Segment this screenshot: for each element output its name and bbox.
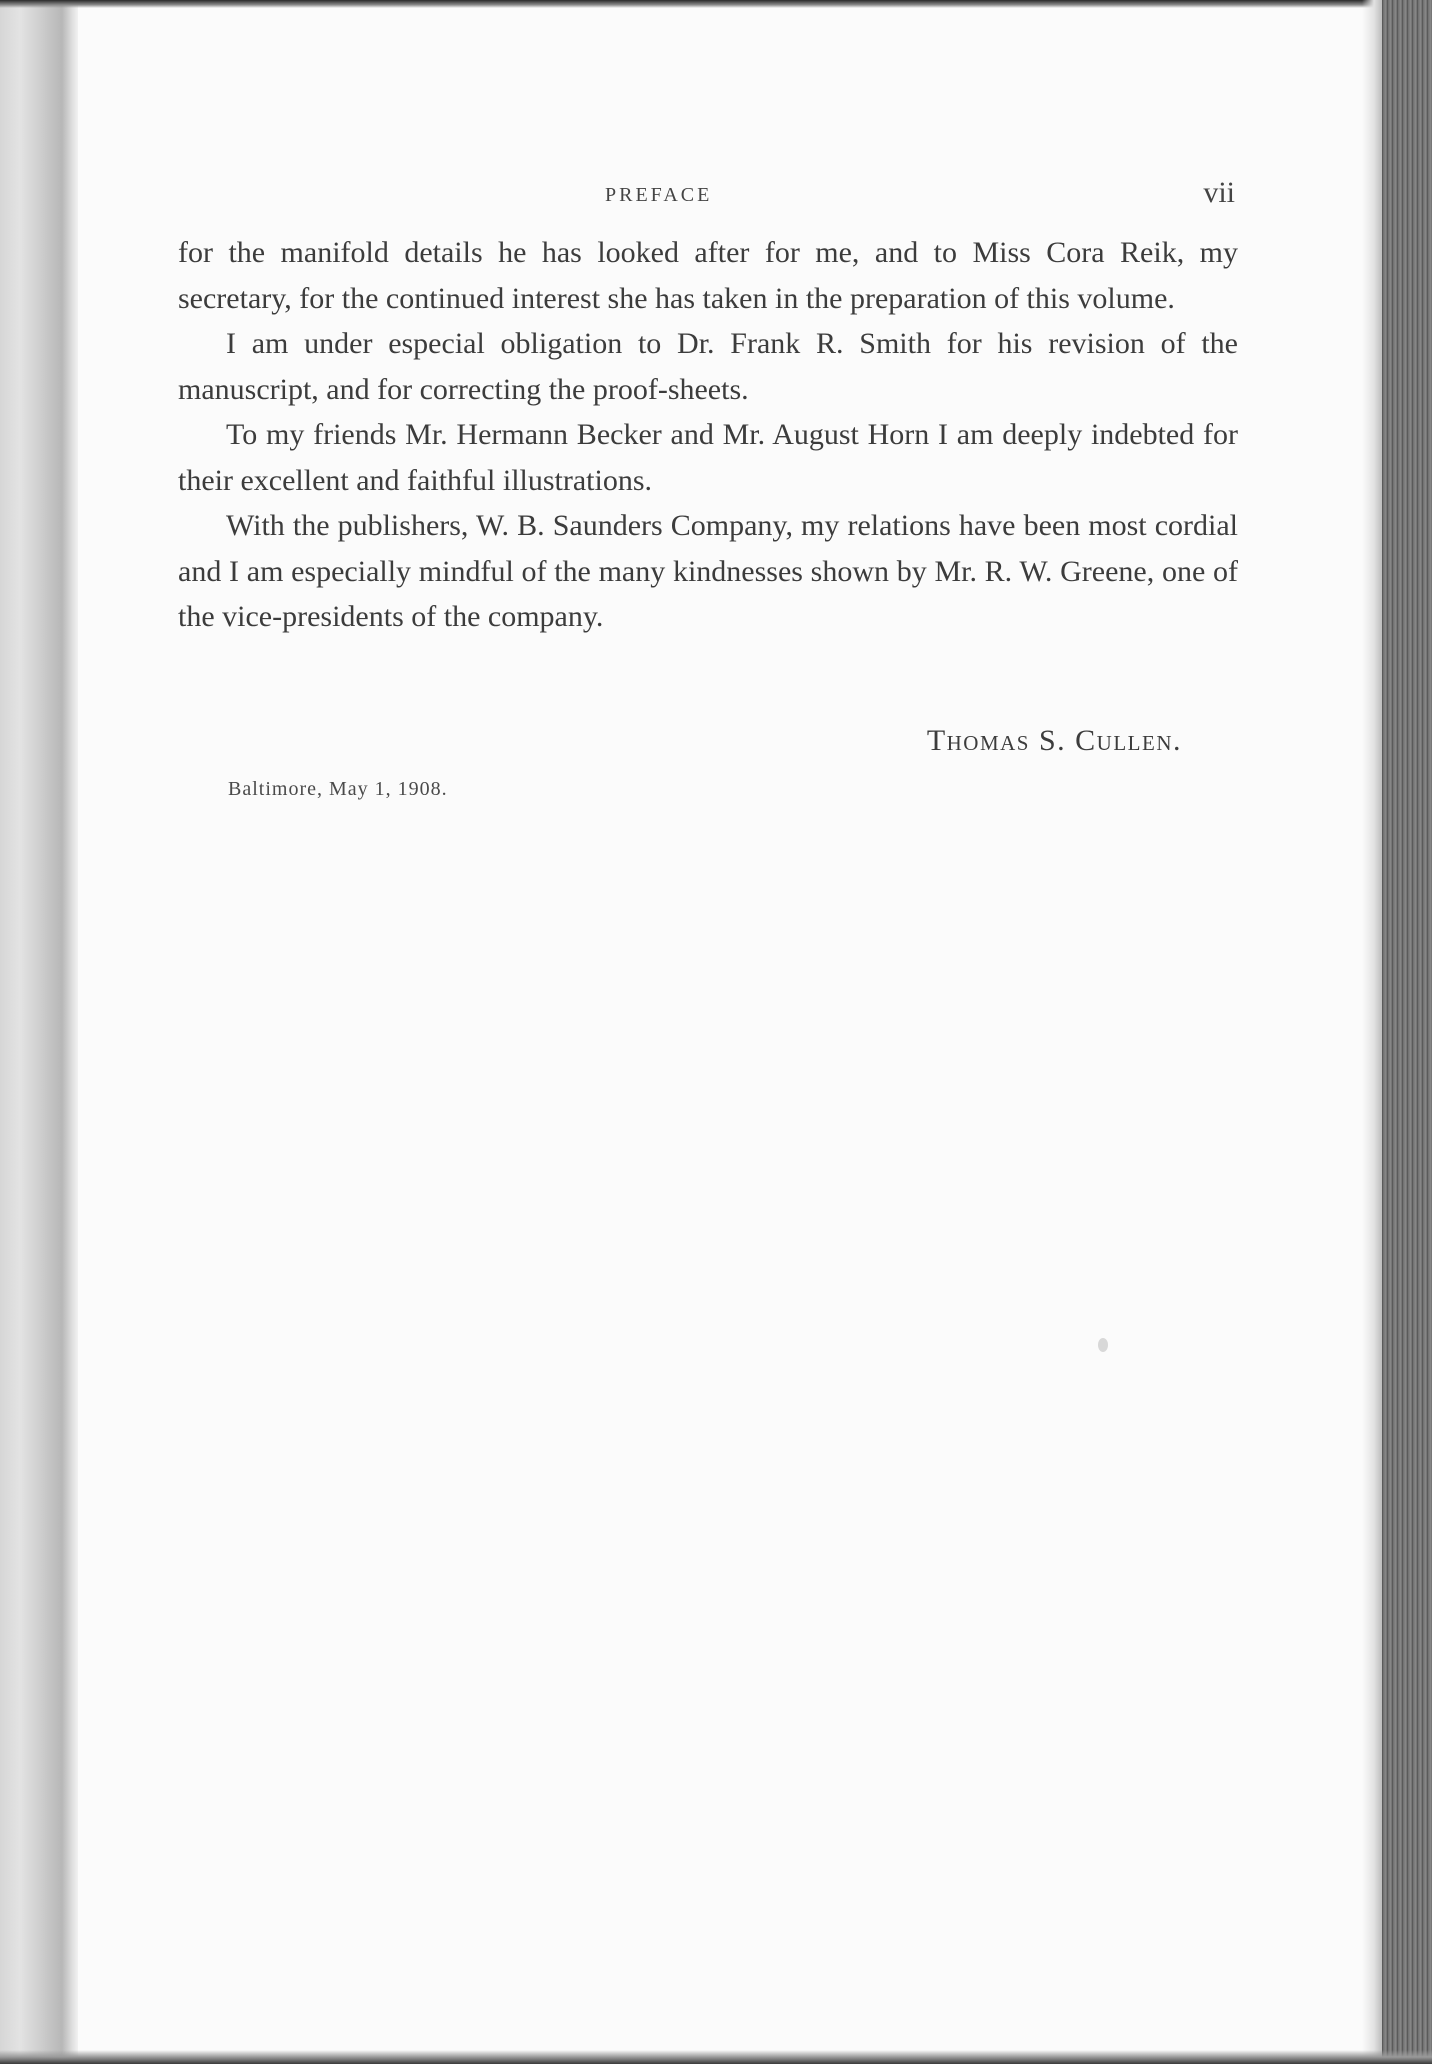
page-content (78, 8, 1382, 2050)
paper-speck (1098, 1338, 1108, 1352)
bottom-scan-edge (0, 2050, 1432, 2064)
running-head-title: PREFACE (605, 184, 713, 206)
preface-body (178, 230, 1238, 640)
page-number: vii (1203, 176, 1235, 209)
stacked-page-edges (1382, 0, 1432, 2064)
previous-page-gutter (0, 0, 78, 2064)
running-head (78, 176, 1382, 216)
author-signature: Thomas S. Cullen. (926, 724, 1182, 757)
paragraph: I am under especial obligation to Dr. Frank R. Smith for his revision of the manuscript, and for correcting the proof-sheets. (178, 327, 1238, 406)
top-scan-edge (0, 0, 1432, 8)
paragraph: for the manifold details he has looked after for me, and to Miss Cora Reik, my secretary, for the continued interest she has taken in the preparation of this volume. (178, 236, 1238, 315)
paragraph: With the publishers, W. B. Saunders Company, my relations have been most cordial and I am especially mindful of the many kindnesses shown by Mr. R. W. Greene, one of the vice-presidents of the company. (178, 509, 1238, 633)
dateline: Baltimore, May 1, 1908. (228, 778, 448, 800)
paragraph: To my friends Mr. Hermann Becker and Mr. August Horn I am deeply indebted for their excellent and faithful illustrations. (178, 418, 1238, 497)
